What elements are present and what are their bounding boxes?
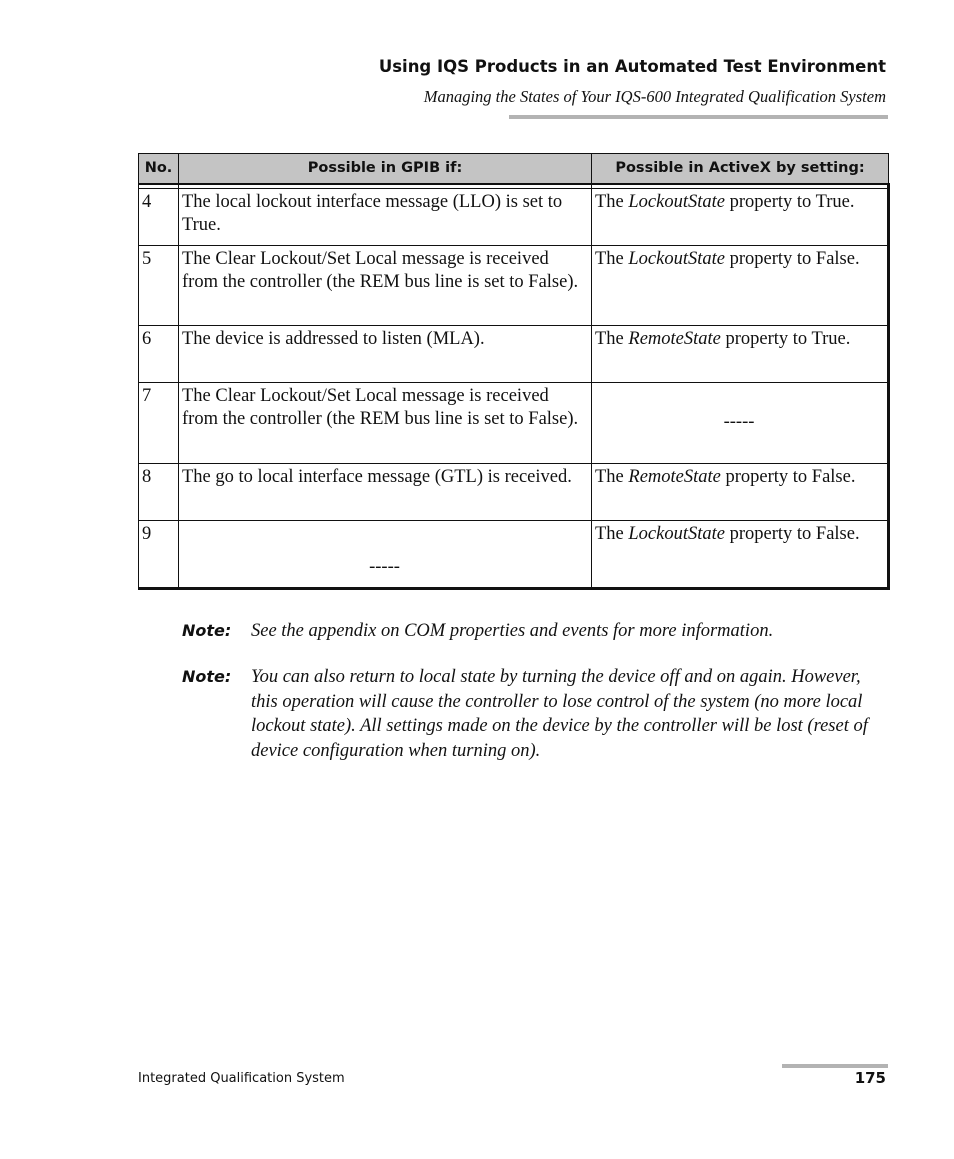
activex-prefix: The [595,192,629,212]
cell-no: 4 [139,189,179,246]
activex-suffix: property to False. [720,467,856,487]
activex-suffix: property to False. [724,524,860,544]
column-header-gpib: Possible in GPIB if: [179,154,592,185]
column-header-no: No. [139,154,179,185]
footer-rule [782,1064,888,1068]
cell-gpib: The Clear Lockout/Set Local message is received from the controller (the REM bus line is set to False). [179,246,592,326]
cell-activex [592,246,889,326]
cell-activex [592,326,889,383]
table-row [139,326,889,383]
note-label: Note: [182,621,232,640]
activex-property: LockoutState [628,249,725,269]
note-local-state [182,665,887,763]
cell-no: 8 [139,464,179,521]
activex-prefix: The [595,467,629,487]
cell-no: 9 [139,521,179,589]
activex-property: LockoutState [628,524,725,544]
cell-activex [592,189,889,246]
running-header-title: Using IQS Products in an Automated Test Environment [378,57,886,76]
cell-activex [592,464,889,521]
running-header-subtitle: Managing the States of Your IQS-600 Integrated Qualification System [423,87,886,106]
activex-property: RemoteState [628,467,721,487]
activex-suffix: property to True. [720,329,851,349]
cell-gpib-empty: ----- [179,521,592,589]
cell-no: 6 [139,326,179,383]
cell-gpib: The local lockout interface message (LLO) is set to True. [179,189,592,246]
activex-prefix: The [595,524,629,544]
cell-gpib: The go to local interface message (GTL) is received. [179,464,592,521]
note-com-properties [182,619,887,644]
activex-property: RemoteState [628,329,721,349]
note-label: Note: [182,667,232,686]
table-header-row [139,154,889,185]
activex-suffix: property to True. [724,192,855,212]
activex-prefix: The [595,329,629,349]
page-number: 175 [854,1069,886,1087]
table-row [139,464,889,521]
activex-prefix: The [595,249,629,269]
table-row [139,383,889,464]
states-table [138,153,890,590]
column-header-activex: Possible in ActiveX by setting: [592,154,889,185]
table-row [139,246,889,326]
note-text: You can also return to local state by turning the device off and on again. However, this operation will cause the controller to lose control of the system (no more local lockout state). All settings made on the device by the controller will be lost (reset of device configuration when turning on). [251,667,868,761]
note-text: See the appendix on COM properties and events for more information. [251,621,774,641]
cell-gpib: The Clear Lockout/Set Local message is received from the controller (the REM bus line is set to False). [179,383,592,464]
cell-no: 5 [139,246,179,326]
cell-activex-empty: ----- [592,383,889,464]
cell-gpib: The device is addressed to listen (MLA). [179,326,592,383]
footer-doc-title: Integrated Qualification System [138,1071,345,1086]
cell-no: 7 [139,383,179,464]
table-row [139,189,889,246]
activex-suffix: property to False. [724,249,860,269]
header-rule [509,115,888,119]
cell-activex [592,521,889,589]
activex-property: LockoutState [628,192,725,212]
table-row [139,521,889,589]
